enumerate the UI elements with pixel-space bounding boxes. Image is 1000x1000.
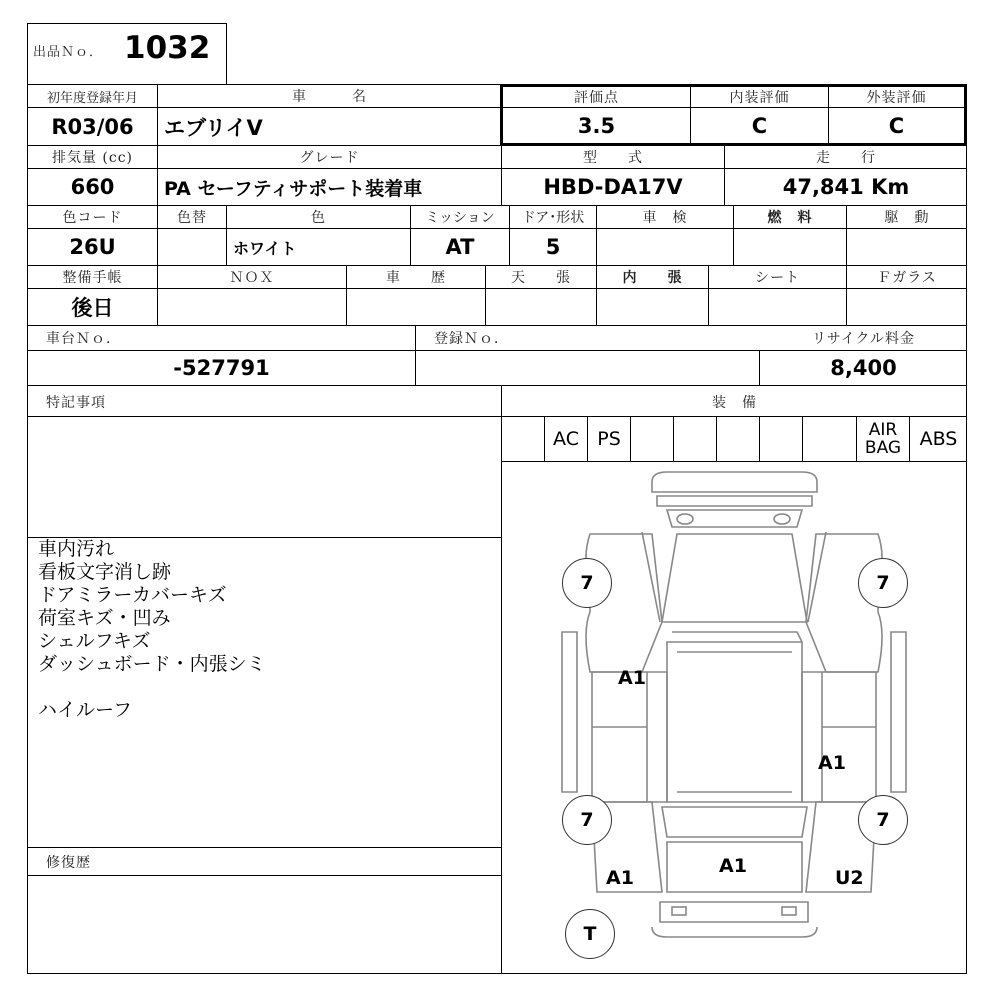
note-line: 荷室キズ・凹み (38, 607, 171, 629)
repaint-label: 色替 (177, 210, 207, 226)
equipment-label: 装 備 (712, 394, 757, 411)
equipment-item (674, 417, 716, 461)
rear-bumper-outline (660, 902, 808, 922)
equipment-item (502, 417, 544, 461)
registration-label: 登録Ｎｏ． (434, 331, 509, 347)
note-line: シェルフキズ (38, 630, 151, 652)
chassis-label: 車台Ｎｏ． (46, 331, 121, 347)
manual-value: 後日 (71, 296, 114, 320)
fuel-label: 燃 料 (767, 210, 813, 226)
note-line (38, 676, 493, 699)
manual-label: 整備手帳 (62, 270, 123, 286)
damage-circle-front-left: 7 (562, 558, 612, 608)
equipment-item (803, 417, 856, 461)
note-line: ハイルーフ (38, 699, 133, 721)
nox-value (158, 289, 346, 325)
roof-label: 天 張 (511, 270, 571, 286)
equipment-airbag (857, 417, 909, 461)
glass-value (847, 289, 967, 325)
equipment-item (717, 417, 759, 461)
recycle-label: リサイクル料金 (811, 331, 916, 347)
airbag-top: AIR (868, 420, 898, 440)
damage-circle-front-right: 7 (858, 558, 908, 608)
car-name-value: エブリイV (164, 115, 263, 140)
interior-value: C (751, 113, 768, 138)
door-value: 5 (545, 235, 561, 259)
equipment-ac: AC (553, 428, 579, 450)
notes-label: 特記事項 (46, 394, 106, 411)
damage-circle-rear-right: 7 (858, 795, 908, 845)
lining-value (597, 289, 708, 325)
grade-label: グレード (299, 150, 360, 166)
note-line: ダッシュボード・内張シミ (38, 653, 266, 675)
lot-label: 出品Ｎｏ． (33, 44, 104, 60)
seat-value (709, 289, 846, 325)
damage-mark-rear-gate: A1 (719, 855, 747, 877)
rear-gate-outline (662, 807, 807, 837)
color-code-value: 26U (69, 235, 116, 259)
inspection-value (597, 229, 733, 265)
damage-circle-tire: T (565, 909, 615, 959)
first-reg-value: R03/06 (51, 114, 134, 139)
right-side-outline (802, 672, 876, 802)
displacement-label: 排気量 (cc) (51, 150, 134, 166)
mileage-label: 走 行 (816, 150, 876, 166)
equipment-abs: ABS (919, 428, 958, 450)
fuel-value (734, 229, 846, 265)
lot-number: 1032 (124, 30, 211, 66)
roof-value (486, 289, 596, 325)
door-label: ドア･形状 (521, 210, 585, 226)
model-label: 型 式 (583, 150, 643, 166)
note-line: 看板文字消し跡 (38, 561, 172, 583)
airbag-bottom: BAG (864, 438, 902, 458)
car-name-label: 車 名 (292, 89, 367, 105)
damage-mark-left-door: A1 (618, 667, 646, 689)
exterior-value: C (888, 113, 905, 138)
exterior-label: 外装評価 (866, 89, 927, 106)
car-diagram (502, 462, 966, 973)
mileage-value: 47,841 Km (782, 175, 910, 199)
history-label: 車 歴 (386, 270, 446, 286)
color-value: ホワイト (233, 238, 297, 258)
history-value (347, 289, 485, 325)
recycle-value: 8,400 (830, 356, 897, 380)
damage-circle-rear-left: 7 (562, 795, 612, 845)
first-reg-label: 初年度登録年月 (46, 90, 138, 106)
equipment-ps: PS (597, 428, 621, 450)
repair-label: 修復歴 (46, 854, 91, 871)
front-bumper-outline (652, 472, 817, 492)
inspection-label: 車 検 (642, 210, 688, 226)
note-line: ドアミラーカバーキズ (38, 584, 227, 606)
score-value: 3.5 (577, 113, 616, 138)
model-value: HBD-DA17V (543, 175, 683, 199)
score-label: 評価点 (574, 89, 619, 106)
repaint-value (158, 229, 226, 265)
roof-outline (667, 642, 802, 802)
drive-label: 駆 動 (884, 210, 930, 226)
grade-value: PA セーフティサポート装着車 (164, 177, 423, 200)
left-side-outline (592, 672, 667, 802)
damage-mark-right-side: A1 (818, 752, 846, 774)
chassis-value: -527791 (173, 356, 270, 380)
transmission-value: AT (445, 235, 475, 259)
equipment-item (631, 417, 673, 461)
lining-label: 内 張 (622, 270, 683, 286)
equipment-item (760, 417, 802, 461)
nox-label: ＮＯＸ (229, 270, 275, 286)
glass-label: Ｆガラス (877, 270, 937, 286)
transmission-label: ミッション (425, 210, 495, 226)
interior-label: 内装評価 (729, 89, 790, 106)
seat-label: シート (755, 270, 800, 286)
note-line: 車内汚れ (38, 538, 115, 560)
registration-value (416, 351, 759, 385)
damage-mark-rear-right: U2 (835, 867, 864, 889)
color-code-label: 色コード (62, 210, 123, 226)
damage-mark-rear-left: A1 (606, 867, 634, 889)
drive-value (847, 229, 967, 265)
color-label: 色 (311, 210, 326, 226)
notes-list (38, 538, 493, 722)
displacement-value: 660 (70, 175, 115, 199)
